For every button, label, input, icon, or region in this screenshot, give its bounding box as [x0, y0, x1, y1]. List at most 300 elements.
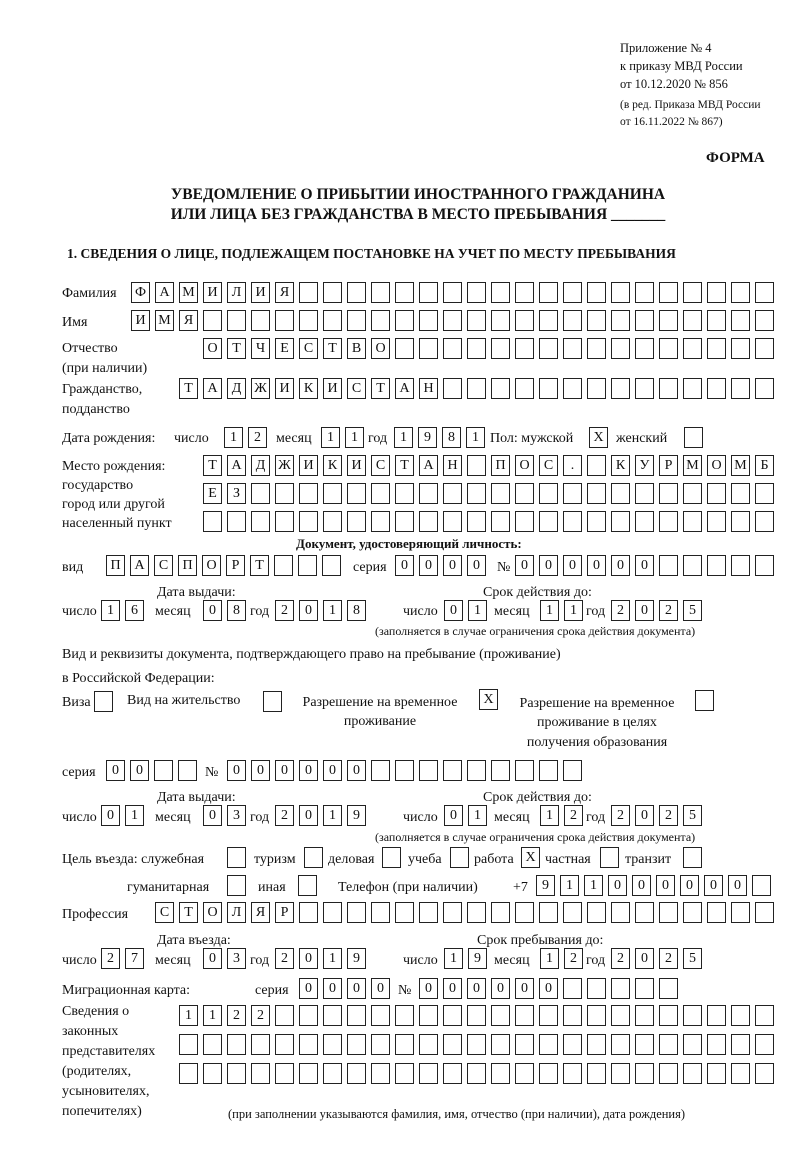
char-cell[interactable]: В — [347, 338, 366, 359]
char-cell[interactable]: И — [131, 310, 150, 331]
char-cell[interactable]: 0 — [347, 760, 366, 781]
char-cell[interactable] — [659, 378, 678, 399]
char-cell[interactable]: И — [347, 455, 366, 476]
char-cell[interactable] — [635, 978, 654, 999]
char-cell[interactable]: С — [155, 902, 174, 923]
char-cell[interactable] — [443, 1034, 462, 1055]
char-cell[interactable]: 1 — [444, 948, 463, 969]
char-cell[interactable]: 0 — [467, 555, 486, 576]
char-cell[interactable] — [467, 310, 486, 331]
char-cell[interactable] — [227, 1063, 246, 1084]
char-cell[interactable] — [659, 310, 678, 331]
char-cell[interactable] — [491, 1063, 510, 1084]
char-cell[interactable]: О — [371, 338, 390, 359]
char-cell[interactable] — [371, 310, 390, 331]
char-cell[interactable]: 0 — [227, 760, 246, 781]
char-cell[interactable] — [707, 310, 726, 331]
char-cell[interactable] — [587, 282, 606, 303]
char-cell[interactable] — [443, 378, 462, 399]
char-cell[interactable]: 0 — [635, 805, 654, 826]
char-cell[interactable] — [683, 310, 702, 331]
char-cell[interactable] — [304, 847, 323, 868]
char-cell[interactable]: 0 — [704, 875, 723, 896]
char-cell[interactable]: 0 — [395, 555, 414, 576]
char-cell[interactable]: 0 — [419, 555, 438, 576]
char-cell[interactable] — [587, 483, 606, 504]
char-cell[interactable] — [587, 978, 606, 999]
char-cell[interactable]: 0 — [371, 978, 390, 999]
char-cell[interactable] — [467, 1063, 486, 1084]
char-cell[interactable] — [395, 511, 414, 532]
char-cell[interactable]: Т — [203, 455, 222, 476]
char-cell[interactable]: И — [299, 455, 318, 476]
char-cell[interactable] — [611, 1034, 630, 1055]
char-cell[interactable] — [322, 555, 341, 576]
char-cell[interactable] — [299, 1063, 318, 1084]
char-cell[interactable]: А — [155, 282, 174, 303]
char-cell[interactable] — [731, 511, 750, 532]
char-cell[interactable] — [491, 483, 510, 504]
char-cell[interactable] — [419, 1005, 438, 1026]
char-cell[interactable] — [515, 310, 534, 331]
char-cell[interactable]: 0 — [299, 948, 318, 969]
char-cell[interactable] — [263, 691, 282, 712]
char-cell[interactable] — [539, 310, 558, 331]
char-cell[interactable] — [347, 511, 366, 532]
char-cell[interactable] — [707, 555, 726, 576]
char-cell[interactable]: 2 — [659, 600, 678, 621]
char-cell[interactable]: 0 — [515, 555, 534, 576]
char-cell[interactable] — [371, 483, 390, 504]
char-cell[interactable]: О — [202, 555, 221, 576]
char-cell[interactable] — [587, 310, 606, 331]
char-cell[interactable]: 0 — [443, 978, 462, 999]
char-cell[interactable] — [515, 902, 534, 923]
char-cell[interactable] — [419, 760, 438, 781]
char-cell[interactable] — [347, 310, 366, 331]
char-cell[interactable]: 6 — [125, 600, 144, 621]
char-cell[interactable] — [635, 282, 654, 303]
char-cell[interactable] — [684, 427, 703, 448]
char-cell[interactable]: М — [731, 455, 750, 476]
char-cell[interactable] — [683, 511, 702, 532]
char-cell[interactable]: 1 — [345, 427, 364, 448]
char-cell[interactable] — [275, 483, 294, 504]
char-cell[interactable] — [515, 1034, 534, 1055]
char-cell[interactable] — [251, 310, 270, 331]
char-cell[interactable] — [515, 338, 534, 359]
char-cell[interactable] — [731, 483, 750, 504]
char-cell[interactable] — [323, 483, 342, 504]
char-cell[interactable] — [299, 511, 318, 532]
char-cell[interactable]: Т — [371, 378, 390, 399]
char-cell[interactable] — [178, 760, 197, 781]
char-cell[interactable] — [443, 1063, 462, 1084]
char-cell[interactable] — [707, 1034, 726, 1055]
char-cell[interactable] — [515, 1005, 534, 1026]
char-cell[interactable]: 0 — [632, 875, 651, 896]
char-cell[interactable] — [154, 760, 173, 781]
char-cell[interactable]: 1 — [540, 805, 559, 826]
char-cell[interactable] — [371, 282, 390, 303]
char-cell[interactable] — [635, 378, 654, 399]
char-cell[interactable] — [611, 282, 630, 303]
char-cell[interactable] — [515, 760, 534, 781]
char-cell[interactable]: О — [707, 455, 726, 476]
char-cell[interactable] — [731, 310, 750, 331]
char-cell[interactable] — [467, 760, 486, 781]
char-cell[interactable]: 3 — [227, 805, 246, 826]
char-cell[interactable] — [299, 1005, 318, 1026]
char-cell[interactable]: Ф — [131, 282, 150, 303]
char-cell[interactable]: 2 — [101, 948, 120, 969]
char-cell[interactable] — [371, 902, 390, 923]
char-cell[interactable]: 0 — [635, 948, 654, 969]
char-cell[interactable]: Ч — [251, 338, 270, 359]
char-cell[interactable] — [635, 511, 654, 532]
char-cell[interactable]: К — [323, 455, 342, 476]
char-cell[interactable]: О — [515, 455, 534, 476]
char-cell[interactable]: С — [299, 338, 318, 359]
char-cell[interactable]: И — [275, 378, 294, 399]
char-cell[interactable] — [515, 378, 534, 399]
char-cell[interactable]: М — [683, 455, 702, 476]
char-cell[interactable]: 9 — [418, 427, 437, 448]
char-cell[interactable]: X — [479, 689, 498, 710]
char-cell[interactable] — [371, 1005, 390, 1026]
char-cell[interactable] — [683, 338, 702, 359]
char-cell[interactable] — [563, 1005, 582, 1026]
char-cell[interactable] — [371, 1063, 390, 1084]
char-cell[interactable] — [707, 338, 726, 359]
char-cell[interactable]: И — [203, 282, 222, 303]
char-cell[interactable]: 5 — [683, 948, 702, 969]
char-cell[interactable]: М — [179, 282, 198, 303]
char-cell[interactable]: 2 — [611, 805, 630, 826]
char-cell[interactable] — [347, 282, 366, 303]
char-cell[interactable] — [274, 555, 293, 576]
char-cell[interactable] — [611, 338, 630, 359]
char-cell[interactable]: X — [521, 847, 540, 868]
char-cell[interactable] — [419, 310, 438, 331]
char-cell[interactable]: 8 — [347, 600, 366, 621]
char-cell[interactable] — [515, 511, 534, 532]
char-cell[interactable]: 0 — [347, 978, 366, 999]
char-cell[interactable]: 5 — [683, 600, 702, 621]
char-cell[interactable]: Я — [275, 282, 294, 303]
char-cell[interactable] — [443, 483, 462, 504]
char-cell[interactable]: 0 — [443, 555, 462, 576]
char-cell[interactable] — [755, 483, 774, 504]
char-cell[interactable] — [275, 1063, 294, 1084]
char-cell[interactable] — [707, 378, 726, 399]
char-cell[interactable] — [587, 902, 606, 923]
char-cell[interactable]: А — [203, 378, 222, 399]
char-cell[interactable] — [203, 511, 222, 532]
char-cell[interactable]: 0 — [587, 555, 606, 576]
char-cell[interactable]: 1 — [323, 805, 342, 826]
char-cell[interactable] — [683, 1063, 702, 1084]
char-cell[interactable]: 0 — [563, 555, 582, 576]
char-cell[interactable] — [587, 338, 606, 359]
char-cell[interactable] — [491, 760, 510, 781]
char-cell[interactable] — [611, 1005, 630, 1026]
char-cell[interactable] — [467, 338, 486, 359]
char-cell[interactable] — [539, 378, 558, 399]
char-cell[interactable]: К — [611, 455, 630, 476]
char-cell[interactable] — [659, 978, 678, 999]
char-cell[interactable]: 9 — [347, 805, 366, 826]
char-cell[interactable]: 2 — [248, 427, 267, 448]
char-cell[interactable] — [731, 378, 750, 399]
char-cell[interactable]: 2 — [564, 805, 583, 826]
char-cell[interactable] — [491, 902, 510, 923]
char-cell[interactable]: 2 — [611, 600, 630, 621]
char-cell[interactable] — [587, 1005, 606, 1026]
char-cell[interactable]: 2 — [659, 805, 678, 826]
char-cell[interactable]: О — [203, 902, 222, 923]
char-cell[interactable]: Л — [227, 282, 246, 303]
char-cell[interactable]: П — [178, 555, 197, 576]
char-cell[interactable]: 0 — [515, 978, 534, 999]
char-cell[interactable] — [419, 1034, 438, 1055]
char-cell[interactable] — [659, 1063, 678, 1084]
char-cell[interactable]: X — [589, 427, 608, 448]
char-cell[interactable] — [323, 1063, 342, 1084]
char-cell[interactable]: 1 — [394, 427, 413, 448]
char-cell[interactable] — [395, 310, 414, 331]
char-cell[interactable] — [600, 847, 619, 868]
char-cell[interactable] — [443, 338, 462, 359]
char-cell[interactable] — [755, 338, 774, 359]
char-cell[interactable] — [755, 1005, 774, 1026]
char-cell[interactable] — [731, 1034, 750, 1055]
char-cell[interactable] — [298, 555, 317, 576]
char-cell[interactable]: Я — [251, 902, 270, 923]
char-cell[interactable] — [611, 310, 630, 331]
char-cell[interactable] — [539, 1034, 558, 1055]
char-cell[interactable] — [419, 902, 438, 923]
char-cell[interactable] — [539, 511, 558, 532]
char-cell[interactable]: 2 — [564, 948, 583, 969]
char-cell[interactable]: 9 — [347, 948, 366, 969]
char-cell[interactable] — [467, 902, 486, 923]
char-cell[interactable]: 1 — [564, 600, 583, 621]
char-cell[interactable]: 0 — [251, 760, 270, 781]
char-cell[interactable] — [203, 1063, 222, 1084]
char-cell[interactable]: Р — [659, 455, 678, 476]
char-cell[interactable] — [659, 555, 678, 576]
char-cell[interactable] — [395, 1034, 414, 1055]
char-cell[interactable]: М — [155, 310, 174, 331]
char-cell[interactable]: Н — [443, 455, 462, 476]
char-cell[interactable]: 1 — [321, 427, 340, 448]
char-cell[interactable] — [179, 1034, 198, 1055]
char-cell[interactable] — [298, 875, 317, 896]
char-cell[interactable]: 1 — [540, 948, 559, 969]
char-cell[interactable]: С — [371, 455, 390, 476]
char-cell[interactable] — [347, 902, 366, 923]
char-cell[interactable] — [563, 760, 582, 781]
char-cell[interactable] — [443, 511, 462, 532]
char-cell[interactable] — [563, 483, 582, 504]
char-cell[interactable]: 0 — [635, 600, 654, 621]
char-cell[interactable] — [539, 338, 558, 359]
char-cell[interactable] — [251, 483, 270, 504]
char-cell[interactable]: 9 — [468, 948, 487, 969]
char-cell[interactable] — [94, 691, 113, 712]
char-cell[interactable] — [371, 511, 390, 532]
char-cell[interactable] — [347, 1063, 366, 1084]
char-cell[interactable]: 1 — [224, 427, 243, 448]
char-cell[interactable] — [203, 310, 222, 331]
char-cell[interactable] — [395, 1063, 414, 1084]
char-cell[interactable] — [755, 511, 774, 532]
char-cell[interactable]: А — [227, 455, 246, 476]
char-cell[interactable] — [515, 483, 534, 504]
char-cell[interactable] — [731, 902, 750, 923]
char-cell[interactable]: Е — [203, 483, 222, 504]
char-cell[interactable] — [635, 902, 654, 923]
char-cell[interactable] — [347, 483, 366, 504]
char-cell[interactable]: 2 — [275, 805, 294, 826]
char-cell[interactable]: О — [203, 338, 222, 359]
char-cell[interactable] — [419, 282, 438, 303]
char-cell[interactable] — [683, 378, 702, 399]
char-cell[interactable]: 1 — [540, 600, 559, 621]
char-cell[interactable] — [707, 1005, 726, 1026]
char-cell[interactable] — [275, 511, 294, 532]
char-cell[interactable] — [635, 310, 654, 331]
char-cell[interactable] — [395, 760, 414, 781]
char-cell[interactable]: 0 — [467, 978, 486, 999]
char-cell[interactable]: И — [251, 282, 270, 303]
char-cell[interactable] — [635, 483, 654, 504]
char-cell[interactable] — [635, 338, 654, 359]
char-cell[interactable]: С — [154, 555, 173, 576]
char-cell[interactable]: 0 — [680, 875, 699, 896]
char-cell[interactable]: 5 — [683, 805, 702, 826]
char-cell[interactable] — [659, 282, 678, 303]
char-cell[interactable] — [275, 1034, 294, 1055]
char-cell[interactable]: Я — [179, 310, 198, 331]
char-cell[interactable] — [611, 483, 630, 504]
char-cell[interactable]: 0 — [323, 760, 342, 781]
char-cell[interactable] — [587, 511, 606, 532]
char-cell[interactable] — [227, 310, 246, 331]
char-cell[interactable] — [539, 483, 558, 504]
char-cell[interactable] — [563, 1034, 582, 1055]
char-cell[interactable]: 2 — [611, 948, 630, 969]
char-cell[interactable] — [683, 282, 702, 303]
char-cell[interactable]: 7 — [125, 948, 144, 969]
char-cell[interactable] — [755, 1034, 774, 1055]
char-cell[interactable] — [419, 338, 438, 359]
char-cell[interactable] — [731, 1063, 750, 1084]
char-cell[interactable] — [395, 483, 414, 504]
char-cell[interactable] — [371, 760, 390, 781]
char-cell[interactable] — [731, 1005, 750, 1026]
char-cell[interactable] — [443, 760, 462, 781]
char-cell[interactable]: Е — [275, 338, 294, 359]
char-cell[interactable]: Ж — [251, 378, 270, 399]
char-cell[interactable] — [611, 978, 630, 999]
char-cell[interactable] — [563, 282, 582, 303]
char-cell[interactable] — [275, 1005, 294, 1026]
char-cell[interactable]: 0 — [203, 805, 222, 826]
char-cell[interactable] — [227, 511, 246, 532]
char-cell[interactable] — [467, 282, 486, 303]
char-cell[interactable] — [659, 338, 678, 359]
char-cell[interactable]: 8 — [227, 600, 246, 621]
char-cell[interactable] — [419, 511, 438, 532]
char-cell[interactable] — [491, 511, 510, 532]
char-cell[interactable]: Д — [227, 378, 246, 399]
char-cell[interactable]: 1 — [323, 600, 342, 621]
char-cell[interactable]: А — [130, 555, 149, 576]
char-cell[interactable] — [563, 310, 582, 331]
char-cell[interactable] — [443, 282, 462, 303]
char-cell[interactable] — [491, 378, 510, 399]
char-cell[interactable] — [635, 1063, 654, 1084]
char-cell[interactable] — [611, 378, 630, 399]
char-cell[interactable] — [491, 282, 510, 303]
char-cell[interactable]: Т — [179, 378, 198, 399]
char-cell[interactable] — [587, 1063, 606, 1084]
char-cell[interactable] — [611, 902, 630, 923]
char-cell[interactable] — [227, 875, 246, 896]
char-cell[interactable] — [467, 455, 486, 476]
char-cell[interactable] — [587, 1034, 606, 1055]
char-cell[interactable] — [707, 511, 726, 532]
char-cell[interactable]: 0 — [491, 978, 510, 999]
char-cell[interactable]: 1 — [101, 600, 120, 621]
char-cell[interactable] — [382, 847, 401, 868]
char-cell[interactable] — [371, 1034, 390, 1055]
char-cell[interactable] — [707, 282, 726, 303]
char-cell[interactable]: 0 — [203, 600, 222, 621]
char-cell[interactable] — [515, 1063, 534, 1084]
char-cell[interactable] — [755, 1063, 774, 1084]
char-cell[interactable] — [539, 902, 558, 923]
char-cell[interactable]: 0 — [203, 948, 222, 969]
char-cell[interactable]: Д — [251, 455, 270, 476]
char-cell[interactable] — [491, 1034, 510, 1055]
char-cell[interactable] — [755, 310, 774, 331]
char-cell[interactable] — [347, 1005, 366, 1026]
char-cell[interactable] — [491, 338, 510, 359]
char-cell[interactable]: 0 — [299, 805, 318, 826]
char-cell[interactable] — [635, 1034, 654, 1055]
char-cell[interactable]: 0 — [101, 805, 120, 826]
char-cell[interactable] — [563, 511, 582, 532]
char-cell[interactable]: 0 — [419, 978, 438, 999]
char-cell[interactable]: 9 — [536, 875, 555, 896]
char-cell[interactable]: 2 — [275, 948, 294, 969]
char-cell[interactable] — [347, 1034, 366, 1055]
char-cell[interactable] — [323, 282, 342, 303]
char-cell[interactable] — [299, 282, 318, 303]
char-cell[interactable]: 1 — [468, 805, 487, 826]
char-cell[interactable] — [395, 902, 414, 923]
char-cell[interactable]: 0 — [444, 600, 463, 621]
char-cell[interactable] — [299, 1034, 318, 1055]
char-cell[interactable] — [731, 338, 750, 359]
char-cell[interactable]: 1 — [584, 875, 603, 896]
char-cell[interactable] — [752, 875, 771, 896]
char-cell[interactable] — [227, 847, 246, 868]
char-cell[interactable]: 1 — [560, 875, 579, 896]
